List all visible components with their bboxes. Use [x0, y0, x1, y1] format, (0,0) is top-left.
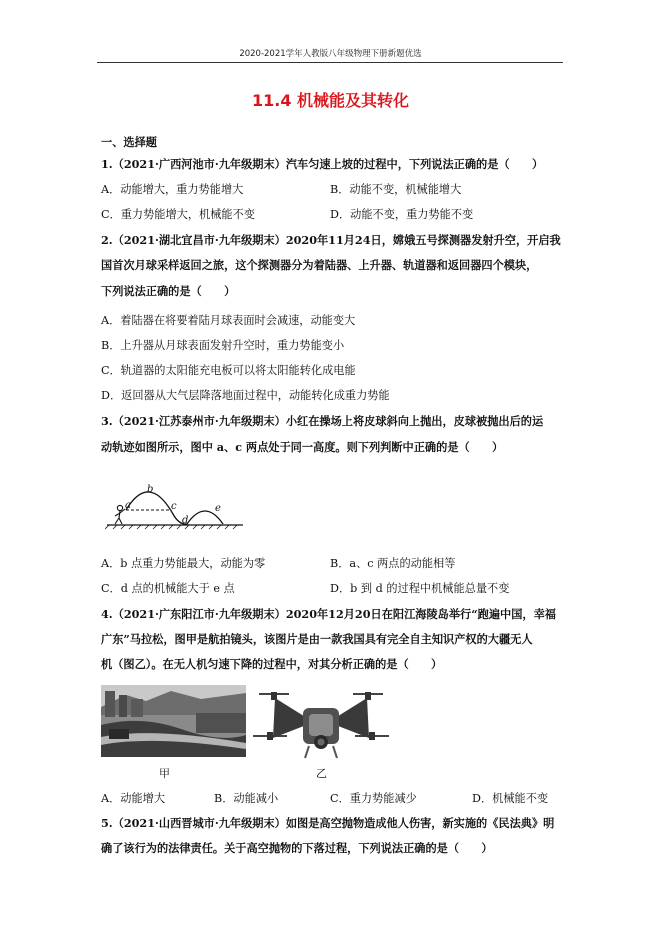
q2-stem-line3: 下列说法正确的是（ ） — [101, 284, 236, 298]
page-header: 2020-2021学年人教版八年级物理下册新题优选 — [239, 49, 422, 59]
q2-stem-line1: 2.（2021·湖北宜昌市·九年级期末）2020年11月24日，嫦娥五号探测器发射升空，开启我 — [101, 233, 561, 247]
page-title: 11.4 机械能及其转化 — [251, 91, 410, 110]
q2-option-c: C．轨道器的太阳能充电板可以将太阳能转化成电能 — [101, 364, 356, 377]
q5-stem-line2: 确了该行为的法律责任。关于高空抛物的下落过程，下列说法正确的是（ ） — [101, 841, 493, 855]
q4-option-d: D．机械能不变 — [472, 792, 549, 805]
point-e-label: e — [215, 503, 221, 514]
q3-option-d: D．b 到 d 的过程中机械能总量不变 — [330, 582, 510, 595]
q2-stem-line2: 国首次月球采样返回之旅，这个探测器分为着陆器、上升器、轨道器和返回器四个模块， — [101, 258, 538, 272]
caption-jia: 甲 — [159, 767, 170, 780]
q4-stem-line1: 4.（2021·广东阳江市·九年级期末）2020年12月20日在阳江海陵岛举行“跑遍中国，幸福 — [101, 607, 556, 621]
section-heading: 一、选择题 — [101, 135, 157, 149]
thrower-figure — [115, 505, 125, 524]
q1-option-a: A．动能增大，重力势能增大 — [101, 183, 244, 196]
q4-stem-line3: 机（图乙）。在无人机匀速下降的过程中，对其分析正确的是（ ） — [101, 657, 443, 671]
q1-option-b: B．动能不变，机械能增大 — [330, 183, 462, 196]
point-a-label: a — [125, 500, 131, 511]
q4-option-a: A．动能增大 — [101, 792, 166, 805]
q1-option-d: D．动能不变，重力势能不变 — [330, 208, 474, 221]
aerial-marathon-photo — [101, 685, 246, 757]
q2-option-a: A．着陆器在将要着陆月球表面时会减速，动能变大 — [101, 314, 356, 327]
q2-option-b: B．上升器从月球表面发射升空时，重力势能变小 — [101, 339, 345, 352]
q4-option-c: C．重力势能减少 — [330, 792, 417, 805]
header-rule — [97, 62, 563, 63]
point-b-label: b — [147, 484, 154, 495]
q1-option-c: C．重力势能增大，机械能不变 — [101, 208, 255, 221]
q5-stem-line1: 5.（2021·山西晋城市·九年级期末）如图是高空抛物造成他人伤害，新实施的《民法典》明 — [101, 816, 555, 830]
q1-stem: 1.（2021·广西河池市·九年级期末）汽车匀速上坡的过程中，下列说法正确的是（ ） — [101, 157, 544, 171]
q3-stem-line1: 3.（2021·江苏泰州市·九年级期末）小红在操场上将皮球斜向上抛出，皮球被抛出后的运 — [101, 414, 544, 428]
ball-trajectory-figure — [105, 478, 245, 530]
q3-option-c: C．d 点的机械能大于 e 点 — [101, 582, 235, 595]
q3-option-b: B．a、c 两点的动能相等 — [330, 557, 456, 570]
caption-yi: 乙 — [316, 767, 327, 780]
q4-stem-line2: 广东”马拉松，图甲是航拍镜头，该图片是由一款我国具有完全自主知识产权的大疆无人 — [101, 632, 533, 646]
q2-option-d: D．返回器从大气层降落地面过程中，动能转化成重力势能 — [101, 389, 390, 402]
q3-option-a: A．b 点重力势能最大，动能为零 — [101, 557, 266, 570]
drone-image — [249, 684, 393, 760]
point-d-label: d — [182, 515, 189, 526]
q4-option-b: B．动能减小 — [214, 792, 279, 805]
q3-stem-line2: 动轨迹如图所示，图中 a、c 两点处于同一高度。则下列判断中正确的是（ ） — [101, 440, 504, 454]
point-c-label: c — [171, 501, 177, 512]
